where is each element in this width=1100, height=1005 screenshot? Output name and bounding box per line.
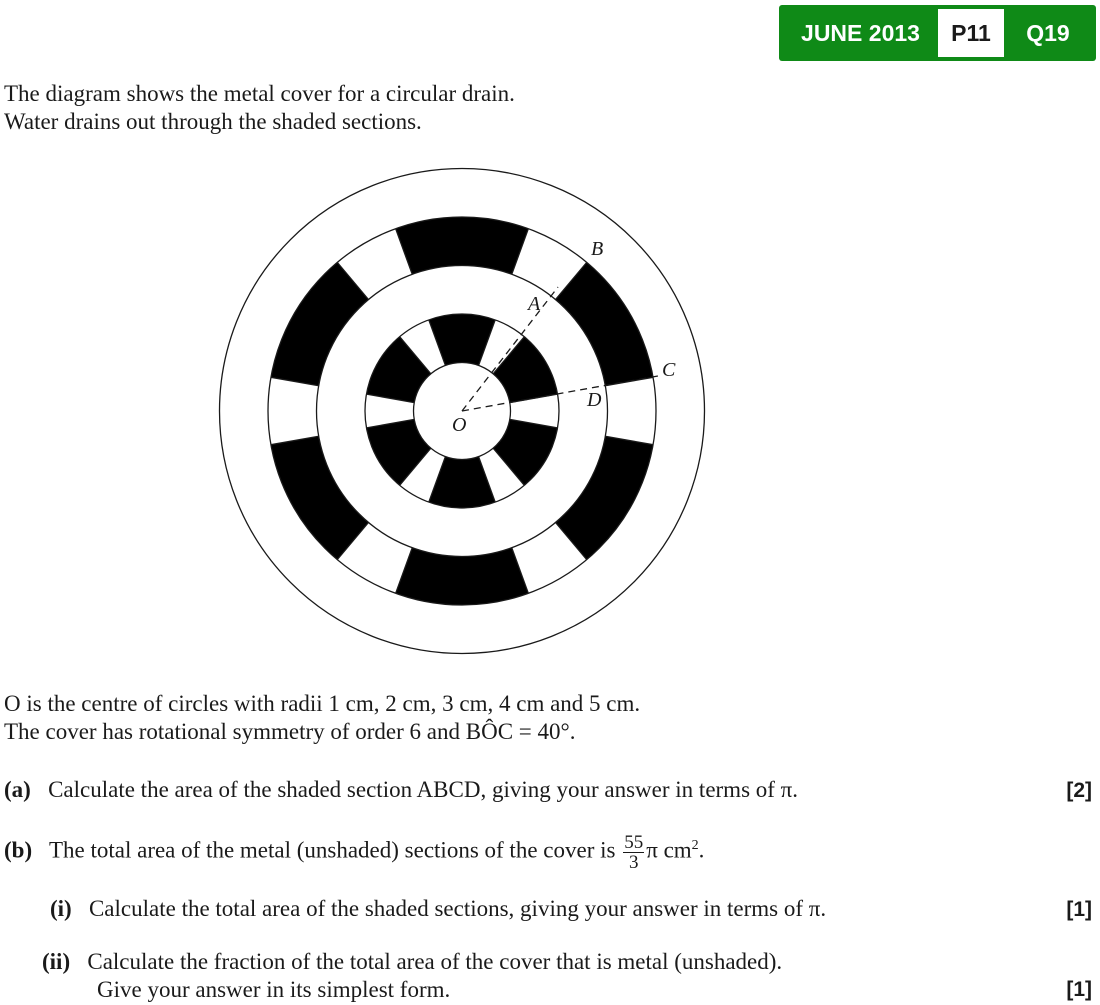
intro-line-1: The diagram shows the metal cover for a circular drain. bbox=[4, 81, 515, 106]
part-a bbox=[4, 776, 798, 804]
shaded-section-inner bbox=[429, 457, 495, 508]
shaded-section-inner bbox=[429, 314, 495, 365]
label-o: O bbox=[452, 414, 467, 436]
part-b-i-label: (i) bbox=[50, 896, 72, 921]
shaded-section-outer bbox=[271, 262, 369, 385]
part-b-ii-label: (ii) bbox=[42, 949, 71, 974]
part-b-exponent: 2 bbox=[691, 838, 699, 853]
fraction bbox=[623, 833, 644, 872]
part-b-end: . bbox=[698, 837, 705, 863]
dashed-line-oc bbox=[462, 376, 658, 411]
label-b: B bbox=[591, 238, 604, 260]
fraction-denominator: 3 bbox=[628, 851, 639, 873]
label-d: D bbox=[587, 389, 602, 411]
part-b-text: The total area of the metal (unshaded) sections of the cover is bbox=[48, 837, 616, 863]
shaded-section-outer bbox=[271, 436, 369, 559]
fraction-numerator: 55 bbox=[624, 831, 644, 853]
part-b bbox=[4, 832, 704, 872]
question-number: Q19 bbox=[1026, 19, 1070, 46]
exam-date: JUNE 2013 bbox=[801, 19, 920, 46]
shaded-section-inner bbox=[366, 419, 430, 485]
shaded-section-inner bbox=[366, 337, 430, 403]
part-b-ii bbox=[42, 948, 782, 976]
shaded-section-outer bbox=[556, 436, 654, 559]
part-b-i bbox=[50, 895, 826, 923]
info-line-1: O is the centre of circles with radii 1 cm, 2 cm, 3 cm, 4 cm and 5 cm. bbox=[4, 691, 641, 716]
part-b-i-marks: [1] bbox=[1066, 898, 1092, 921]
info-line-2: The cover has rotational symmetry of order 6 and BÔC = 40°. bbox=[4, 719, 576, 744]
intro-line-2: Water drains out through the shaded sections. bbox=[4, 109, 422, 134]
part-a-text: Calculate the area of the shaded section ABCD, giving your answer in terms of π. bbox=[48, 777, 799, 802]
part-a-marks: [2] bbox=[1066, 779, 1092, 802]
part-b-label: (b) bbox=[4, 837, 33, 863]
label-a: A bbox=[528, 293, 541, 315]
part-a-label: (a) bbox=[4, 777, 31, 802]
part-b-ii-line-1: Calculate the fraction of the total area of the cover that is metal (unshaded). bbox=[87, 949, 783, 974]
shaded-section-outer bbox=[556, 262, 654, 385]
shaded-section-inner bbox=[493, 337, 557, 403]
part-b-ii-line-2: Give your answer in its simplest form. bbox=[97, 977, 451, 1002]
paper-code: P11 bbox=[938, 9, 1004, 57]
part-b-ii-marks: [1] bbox=[1066, 978, 1092, 1001]
part-b-i-text: Calculate the total area of the shaded sections, giving your answer in terms of π. bbox=[88, 896, 827, 921]
shaded-section-inner bbox=[493, 419, 557, 485]
part-b-unit: π cm bbox=[646, 837, 692, 863]
label-c: C bbox=[662, 359, 676, 381]
